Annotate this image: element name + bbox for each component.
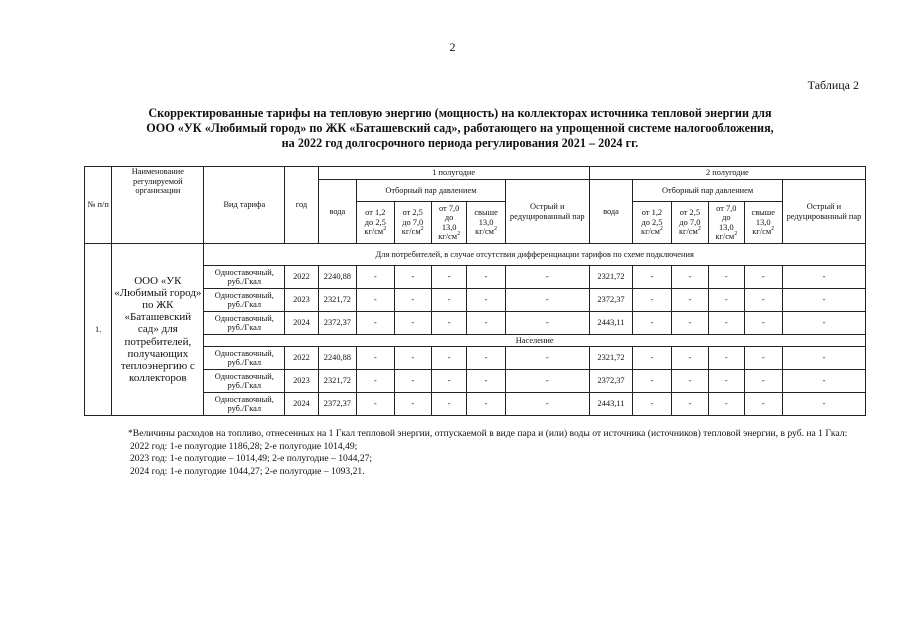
water-h2-cell: 2321,72 — [589, 347, 633, 370]
footnote-intro: *Величины расходов на топливо, отнесенных на 1 Гкал тепловой энергии, отпускаемой в виде пара и (или) воды от источника (источников) тепловой энергии, в руб. на 1 Гкал: — [128, 428, 848, 439]
water-h2-cell: 2321,72 — [589, 266, 633, 289]
col-header-sharp-steam: Острый и редуцированный пар — [505, 180, 589, 244]
dash-cell: - — [357, 266, 394, 289]
dash-cell: - — [505, 312, 589, 335]
col-header-pressure-3: от 7,0 до 13,0 $кг/см^2$ — [431, 202, 466, 244]
tariff-type-cell: Одноставочный, руб./Гкал — [204, 393, 285, 416]
col-header-water: вода — [589, 180, 633, 244]
water-h2-cell: 2443,11 — [589, 312, 633, 335]
dash-cell: - — [357, 393, 394, 416]
water-h1-cell: 2240,88 — [318, 347, 356, 370]
dash-cell: - — [633, 266, 671, 289]
dash-cell: - — [671, 289, 708, 312]
col-header-num: № п/п — [85, 167, 112, 244]
water-h2-cell: 2372,37 — [589, 289, 633, 312]
year-cell: 2024 — [285, 393, 318, 416]
dash-cell: - — [744, 312, 782, 335]
footnote-line: 2022 год: 1-е полугодие 1186,28; 2-е полугодие 1014,49; — [130, 440, 358, 452]
tariff-type-cell: Одноставочный, руб./Гкал — [204, 347, 285, 370]
tariff-type-cell: Одноставочный, руб./Гкал — [204, 312, 285, 335]
organization-name: ООО «УК «Любимый город» по ЖК «Баташевский сад» для потребителей, получающих теплоэнергию с коллекторов — [112, 244, 204, 416]
dash-cell: - — [394, 347, 431, 370]
dash-cell: - — [467, 289, 505, 312]
col-header-pressure-1: от 1,2 до 2,5 $кг/см^2$ — [633, 202, 671, 244]
dash-cell: - — [744, 266, 782, 289]
dash-cell: - — [467, 393, 505, 416]
water-h1-cell: 2321,72 — [318, 370, 356, 393]
col-header-half1: 1 полугодие — [318, 167, 589, 180]
col-header-pressure-4: свыше 13,0 $кг/см^2$ — [744, 202, 782, 244]
col-header-pressure-1: от 1,2 до 2,5 $кг/см^2$ — [357, 202, 394, 244]
water-h2-cell: 2372,37 — [589, 370, 633, 393]
tariff-table — [84, 166, 866, 416]
dash-cell: - — [671, 266, 708, 289]
dash-cell: - — [431, 370, 466, 393]
dash-cell: - — [467, 266, 505, 289]
dash-cell: - — [431, 289, 466, 312]
dash-cell: - — [431, 312, 466, 335]
year-cell: 2022 — [285, 347, 318, 370]
title-line: ООО «УК «Любимый город» по ЖК «Баташевский сад», работающего на упрощенной системе налогообложения, — [146, 121, 774, 135]
dash-cell: - — [782, 289, 865, 312]
dash-cell: - — [394, 312, 431, 335]
water-h1-cell: 2372,37 — [318, 393, 356, 416]
footnote-line: 2024 год: 1-е полугодие 1044,27; 2-е полугодие – 1093,21. — [130, 465, 365, 477]
col-header-pressure-2: от 2,5 до 7,0 $кг/см^2$ — [394, 202, 431, 244]
footnote-line: 2023 год: 1-е полугодие – 1014,49; 2-е полугодие – 1044,27; — [130, 453, 373, 465]
dash-cell: - — [394, 370, 431, 393]
dash-cell: - — [633, 347, 671, 370]
dash-cell: - — [394, 266, 431, 289]
col-header-sharp-steam: Острый и редуцированный пар — [782, 180, 865, 244]
dash-cell: - — [431, 347, 466, 370]
dash-cell: - — [709, 289, 744, 312]
col-header-steam: Отборный пар давлением — [633, 180, 783, 202]
water-h2-cell: 2443,11 — [589, 393, 633, 416]
year-cell: 2024 — [285, 312, 318, 335]
dash-cell: - — [505, 266, 589, 289]
dash-cell: - — [357, 370, 394, 393]
document-title — [110, 106, 810, 151]
water-h1-cell: 2240,88 — [318, 266, 356, 289]
dash-cell: - — [744, 289, 782, 312]
dash-cell: - — [467, 347, 505, 370]
year-cell: 2023 — [285, 289, 318, 312]
dash-cell: - — [744, 370, 782, 393]
table-label: Таблица 2 — [807, 78, 859, 92]
dash-cell: - — [782, 393, 865, 416]
dash-cell: - — [671, 370, 708, 393]
title-line: Скорректированные тарифы на тепловую энергию (мощность) на коллекторах источника тепловой энергии для — [148, 106, 772, 120]
dash-cell: - — [357, 289, 394, 312]
dash-cell: - — [394, 289, 431, 312]
dash-cell: - — [431, 266, 466, 289]
col-header-tariff-type: Вид тарифа — [204, 167, 285, 244]
header-row — [85, 167, 866, 180]
dash-cell: - — [357, 312, 394, 335]
dash-cell: - — [633, 393, 671, 416]
dash-cell: - — [633, 370, 671, 393]
dash-cell: - — [633, 289, 671, 312]
dash-cell: - — [671, 347, 708, 370]
col-header-steam: Отборный пар давлением — [357, 180, 506, 202]
tariff-type-cell: Одноставочный, руб./Гкал — [204, 370, 285, 393]
dash-cell: - — [467, 312, 505, 335]
dash-cell: - — [744, 347, 782, 370]
section-header-general: Для потребителей, в случае отсутствия дифференциации тарифов по схеме подключения — [204, 244, 866, 266]
dash-cell: - — [394, 393, 431, 416]
year-cell: 2023 — [285, 370, 318, 393]
col-header-pressure-4: свыше 13,0 $кг/см^2$ — [467, 202, 505, 244]
col-header-water: вода — [318, 180, 356, 244]
footnote — [90, 428, 862, 478]
dash-cell: - — [505, 393, 589, 416]
col-header-pressure-2: от 2,5 до 7,0 $кг/см^2$ — [671, 202, 708, 244]
col-header-half2: 2 полугодие — [589, 167, 865, 180]
dash-cell: - — [505, 370, 589, 393]
col-header-pressure-3: от 7,0 до 13,0 $кг/см^2$ — [709, 202, 744, 244]
title-line: на 2022 год долгосрочного периода регулирования 2021 – 2024 гг. — [281, 136, 639, 150]
dash-cell: - — [782, 347, 865, 370]
section-header-population: Население — [204, 335, 866, 347]
dash-cell: - — [467, 370, 505, 393]
dash-cell: - — [709, 312, 744, 335]
water-h1-cell: 2321,72 — [318, 289, 356, 312]
section-row — [85, 244, 866, 266]
col-header-org: Наименование регулируемой организации — [112, 167, 204, 244]
dash-cell: - — [744, 393, 782, 416]
dash-cell: - — [505, 347, 589, 370]
dash-cell: - — [782, 266, 865, 289]
dash-cell: - — [782, 312, 865, 335]
dash-cell: - — [782, 370, 865, 393]
dash-cell: - — [633, 312, 671, 335]
dash-cell: - — [357, 347, 394, 370]
dash-cell: - — [709, 266, 744, 289]
dash-cell: - — [505, 289, 589, 312]
tariff-type-cell: Одноставочный, руб./Гкал — [204, 289, 285, 312]
col-header-year: год — [285, 167, 318, 244]
dash-cell: - — [431, 393, 466, 416]
tariff-type-cell: Одноставочный, руб./Гкал — [204, 266, 285, 289]
page-number: 2 — [449, 40, 456, 54]
dash-cell: - — [709, 370, 744, 393]
dash-cell: - — [671, 393, 708, 416]
dash-cell: - — [671, 312, 708, 335]
dash-cell: - — [709, 393, 744, 416]
year-cell: 2022 — [285, 266, 318, 289]
water-h1-cell: 2372,37 — [318, 312, 356, 335]
row-number: 1. — [85, 244, 112, 416]
dash-cell: - — [709, 347, 744, 370]
